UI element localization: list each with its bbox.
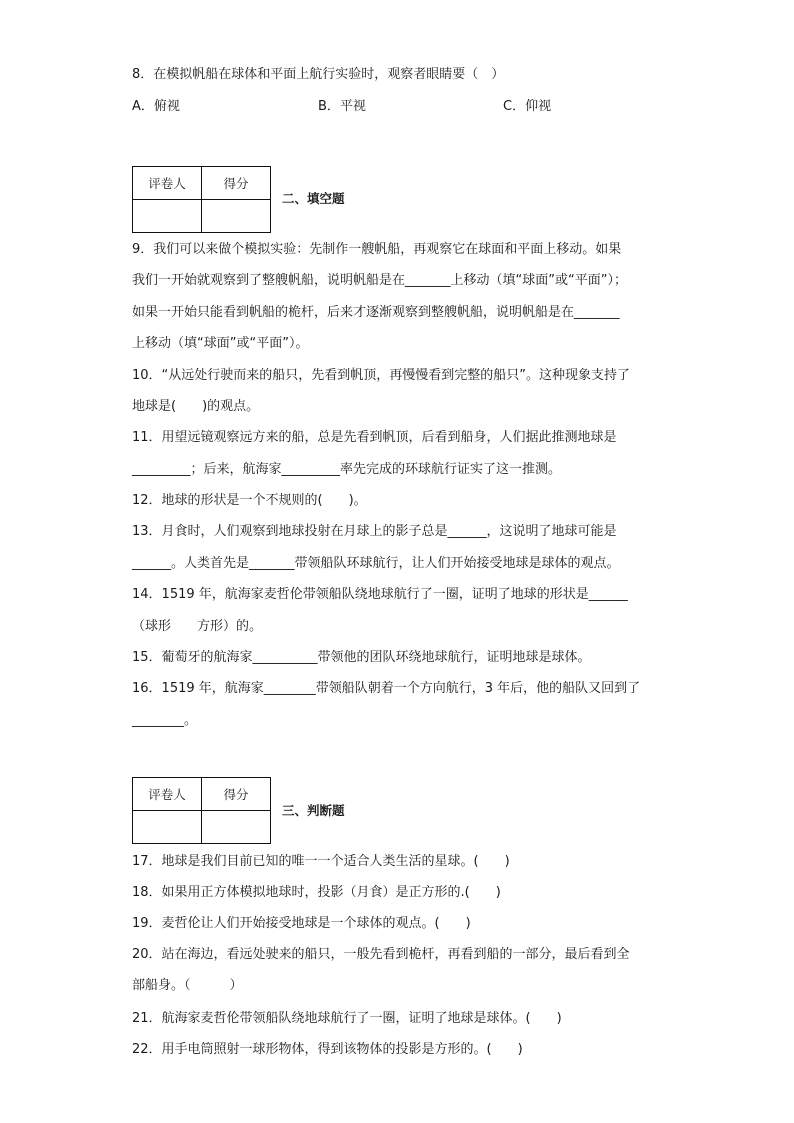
question-10-line-1: 10．“从远处行驶而来的船只，先看到帆顶，再慢慢看到完整的船只”。这种现象支持了 — [132, 368, 631, 383]
option-a[interactable]: A．俯视 — [132, 99, 180, 114]
question-10-line-2: 地球是( )的观点。 — [132, 399, 260, 414]
score-header: 得分 — [202, 167, 271, 200]
grader-cell — [133, 200, 202, 233]
question-9-line-4: 上移动（填“球面”或“平面”）。 — [132, 336, 309, 351]
grader-header: 评卷人 — [133, 167, 202, 200]
score-cell — [202, 811, 271, 844]
section-2-title: 二、填空题 — [282, 191, 345, 206]
question-18: 18．如果用正方体模拟地球时，投影（月食）是正方形的.( ) — [132, 885, 501, 900]
score-header: 得分 — [202, 778, 271, 811]
grader-header: 评卷人 — [133, 778, 202, 811]
score-table-section-2 — [132, 166, 271, 233]
score-table-section-3 — [132, 777, 271, 844]
section-3-title: 三、判断题 — [282, 803, 345, 818]
question-17: 17．地球是我们目前已知的唯一一个适合人类生活的星球。( ) — [132, 854, 510, 869]
question-8-stem: 8．在模拟帆船在球体和平面上航行实验时，观察者眼睛要（ ） — [132, 67, 505, 82]
question-19: 19．麦哲伦让人们开始接受地球是一个球体的观点。( ) — [132, 916, 471, 931]
score-cell — [202, 200, 271, 233]
question-9-line-1: 9．我们可以来做个模拟实验：先制作一艘帆船，再观察它在球面和平面上移动。如果 — [132, 242, 622, 257]
question-20-line-2: 部船身。（ ） — [132, 978, 243, 993]
question-12: 12．地球的形状是一个不规则的( )。 — [132, 493, 367, 508]
question-13-line-2: ______。人类首先是_______带领船队环球航行，让人们开始接受地球是球体的观点。 — [132, 556, 620, 571]
question-9-line-3: 如果一开始只能看到帆船的桅杆，后来才逐渐观察到整艘帆船，说明帆船是在_______ — [132, 305, 620, 320]
question-20-line-1: 20．站在海边，看远处驶来的船只，一般先看到桅杆，再看到船的一部分，最后看到全 — [132, 947, 630, 962]
question-16-line-1: 16．1519 年，航海家________带领船队朝着一个方向航行，3 年后，他的船队又回到了 — [132, 681, 641, 696]
question-14-line-2: （球形 方形）的。 — [132, 619, 263, 634]
question-11-line-1: 11．用望远镜观察远方来的船，总是先看到帆顶，后看到船身，人们据此推测地球是 — [132, 430, 617, 445]
question-14-line-1: 14．1519 年，航海家麦哲伦带领船队绕地球航行了一圈，证明了地球的形状是______ — [132, 587, 628, 602]
question-22: 22．用手电筒照射一球形物体，得到该物体的投影是方形的。( ) — [132, 1042, 523, 1057]
question-16-line-2: ________。 — [132, 713, 198, 728]
question-15: 15．葡萄牙的航海家__________带领他的团队环绕地球航行，证明地球是球体。 — [132, 650, 591, 665]
option-c[interactable]: C．仰视 — [503, 99, 552, 114]
question-13-line-1: 13．月食时，人们观察到地球投射在月球上的影子总是______，这说明了地球可能是 — [132, 524, 617, 539]
grader-cell — [133, 811, 202, 844]
question-9-line-2: 我们一开始就观察到了整艘帆船，说明帆船是在_______上移动（填“球面”或“平面”）； — [132, 273, 627, 288]
option-b[interactable]: B．平视 — [318, 99, 366, 114]
question-11-line-2: _________；后来，航海家_________率先完成的环球航行证实了这一推测。 — [132, 462, 562, 477]
question-21: 21．航海家麦哲伦带领船队绕地球航行了一圈，证明了地球是球体。( ) — [132, 1011, 562, 1026]
